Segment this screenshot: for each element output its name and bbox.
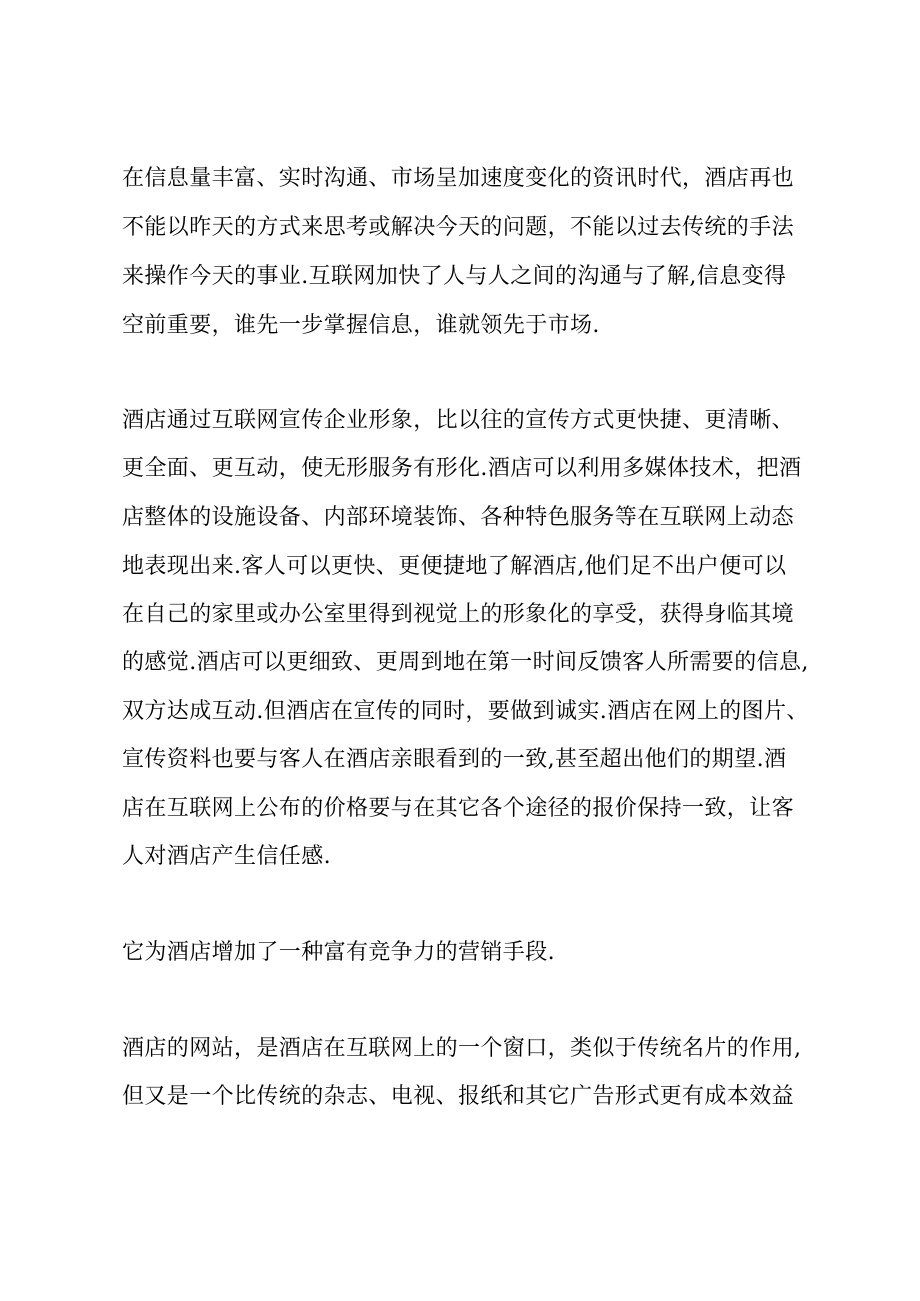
paragraph-2-line-8: 宣传资料也要与客人在酒店亲眼看到的一致,甚至超出他们的期望.酒: [122, 747, 787, 772]
paragraph-1-line-3: 来操作今天的事业.互联网加快了人与人之间的沟通与了解,信息变得: [122, 264, 787, 289]
paragraph-2-line-1: 酒店通过互联网宣传企业形象，比以往的宣传方式更快捷、更清晰、: [122, 408, 795, 433]
paragraph-2-line-6: 的感觉.酒店可以更细致、更周到地在第一时间反馈客人所需要的信息,: [122, 650, 809, 675]
paragraph-4-line-2: 但又是一个比传统的杂志、电视、报纸和其它广告形式更有成本效益: [122, 1084, 795, 1109]
paragraph-2-line-9: 店在互联网上公布的价格要与在其它各个途径的报价保持一致，让客: [122, 796, 795, 821]
paragraph-1-line-2: 不能以昨天的方式来思考或解决今天的问题，不能以过去传统的手法: [122, 215, 795, 240]
paragraph-2-line-4: 地表现出来.客人可以更快、更便捷地了解酒店,他们足不出户便可以: [122, 554, 787, 579]
paragraph-2-line-7: 双方达成互动.但酒店在宣传的同时，要做到诚实.酒店在网上的图片、: [122, 699, 809, 724]
paragraph-1-line-1: 在信息量丰富、实时沟通、市场呈加速度变化的资讯时代，酒店再也: [122, 166, 795, 191]
paragraph-2-line-10: 人对酒店产生信任感.: [122, 844, 331, 869]
paragraph-1-line-4: 空前重要，谁先一步掌握信息，谁就领先于市场.: [122, 313, 600, 338]
paragraph-4-line-1: 酒店的网站，是酒店在互联网上的一个窗口，类似于传统名片的作用,: [122, 1036, 802, 1061]
paragraph-2-line-2: 更全面、更互动，使无形服务有形化.酒店可以利用多媒体技术，把酒: [122, 456, 802, 481]
paragraph-3-line-1: 它为酒店增加了一种富有竞争力的营销手段.: [122, 940, 555, 965]
paragraph-2-line-5: 在自己的家里或办公室里得到视觉上的形象化的享受，获得身临其境: [122, 602, 795, 627]
paragraph-2-line-3: 店整体的设施设备、内部环境装饰、各种特色服务等在互联网上动态: [122, 505, 795, 530]
